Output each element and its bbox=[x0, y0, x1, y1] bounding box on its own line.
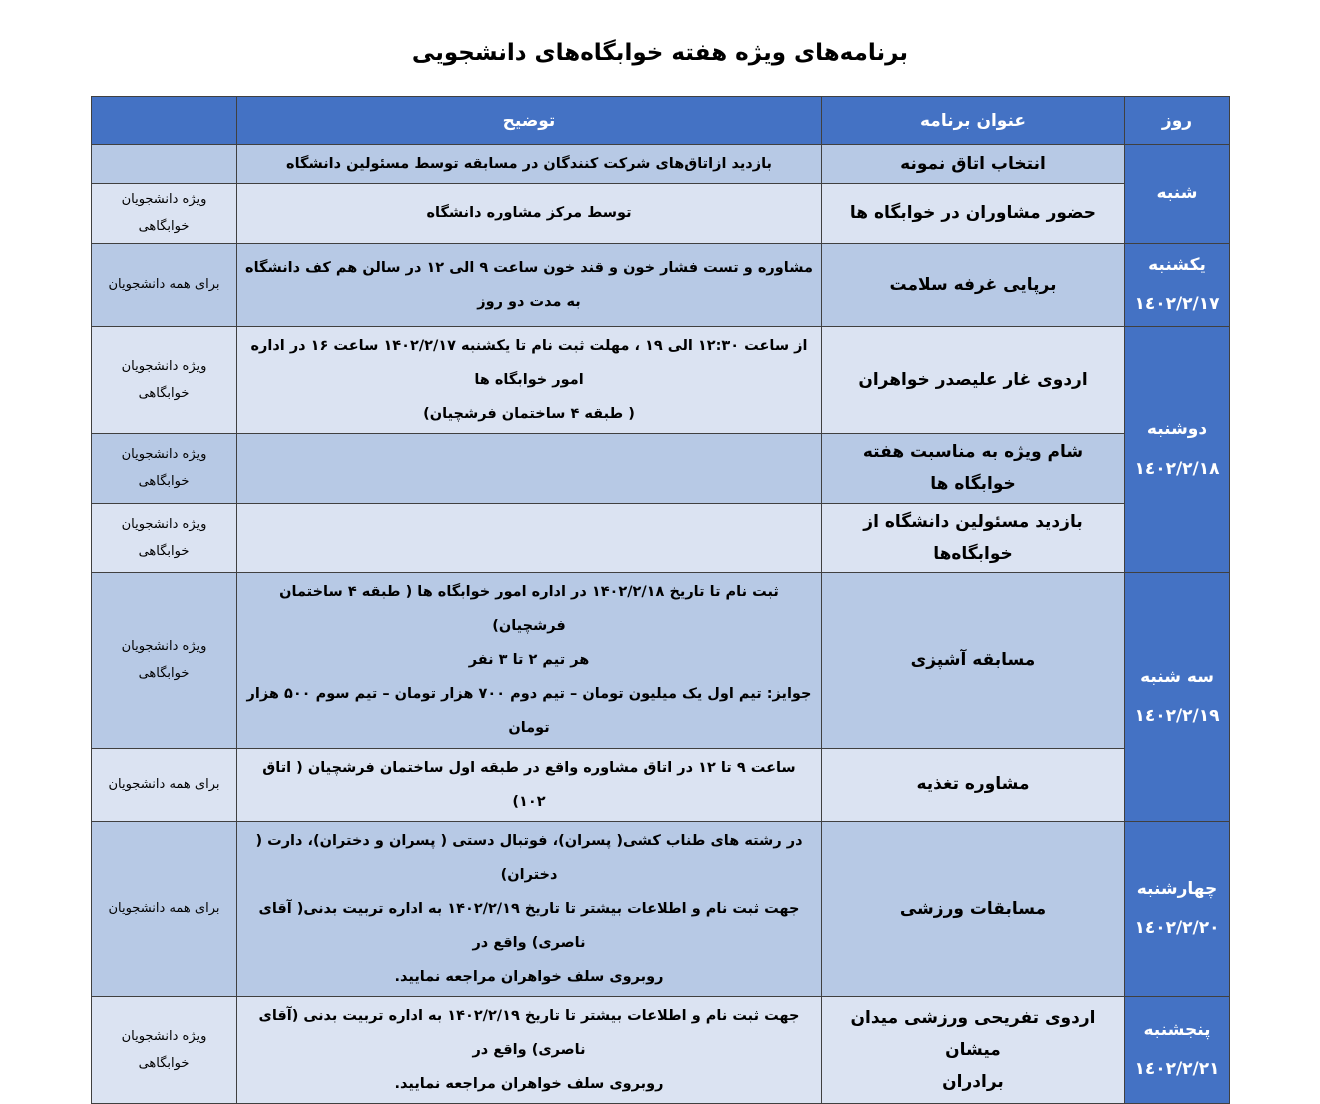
page-title: برنامه‌های ویژه هفته خوابگاه‌های دانشجویی bbox=[411, 40, 909, 66]
description-line: جوایز: تیم اول یک میلیون تومان – تیم دوم ۷۰۰ هزار تومان – تیم سوم ۵۰۰ هزار تومان bbox=[246, 686, 812, 737]
audience-line: خوابگاهی bbox=[138, 385, 190, 401]
program-title: برپایی غرفه سلامت bbox=[889, 274, 1057, 295]
description-line: روبروی سلف خواهران مراجعه نمایید. bbox=[394, 1076, 664, 1093]
day-label: چهارشنبه bbox=[1136, 878, 1218, 899]
table-row bbox=[92, 573, 1230, 748]
day-cell-sunday bbox=[1125, 243, 1230, 326]
program-cell bbox=[822, 573, 1125, 748]
day-cell-wednesday bbox=[1125, 821, 1230, 996]
day-date: ١٤٠٢/٢/١٧ bbox=[1134, 293, 1220, 314]
table-row bbox=[92, 996, 1230, 1103]
program-title: مسابقه آشپزی bbox=[910, 650, 1036, 671]
program-cell bbox=[822, 821, 1125, 996]
audience-line: خوابگاهی bbox=[138, 543, 190, 559]
day-date: ١٤٠٢/٢/١٩ bbox=[1134, 705, 1220, 726]
table-row bbox=[92, 503, 1230, 573]
audience-line: خوابگاهی bbox=[138, 666, 190, 682]
day-label: یکشنبه bbox=[1148, 254, 1206, 275]
audience-line: ویژه دانشجویان bbox=[121, 192, 207, 208]
audience-line: خوابگاهی bbox=[138, 219, 190, 235]
audience-cell bbox=[92, 996, 237, 1103]
description-cell bbox=[237, 821, 822, 996]
audience-cell bbox=[92, 243, 237, 326]
program-cell bbox=[822, 184, 1125, 244]
description-cell bbox=[237, 573, 822, 748]
description-cell bbox=[237, 184, 822, 244]
description-cell bbox=[237, 748, 822, 821]
description-line: جهت ثبت نام و اطلاعات بیشتر تا تاریخ ۱۴۰۲/۲/۱۹ به اداره تربیت بدنی (آقای ناصری) واقع در bbox=[258, 1007, 800, 1059]
day-cell-tuesday bbox=[1125, 573, 1230, 821]
audience-cell bbox=[92, 184, 237, 244]
program-cell bbox=[822, 326, 1125, 433]
description-line: در رشته های طناب کشی( پسران)، فوتبال دستی ( پسران و دختران)، دارت ( دختران) bbox=[255, 832, 803, 883]
audience-line: ویژه دانشجویان bbox=[121, 447, 207, 463]
description-line: ثبت نام تا تاریخ ۱۴۰۲/۲/۱۸ در اداره امور خوابگاه ها ( طبقه ۴ ساختمان فرشچیان) bbox=[279, 584, 779, 635]
description-cell bbox=[237, 996, 822, 1103]
day-cell-monday bbox=[1125, 326, 1230, 572]
day-label: شنبه bbox=[1156, 183, 1198, 204]
description-line: هر تیم ۲ تا ۳ نفر bbox=[468, 652, 590, 669]
description-line: از ساعت ۱۲:۳۰ الی ۱۹ ، مهلت ثبت نام تا یکشنبه ۱۴۰۲/۲/۱۷ ساعت ۱۶ در اداره امور خوابگاه ها bbox=[250, 337, 808, 388]
audience-line: برای همه دانشجویان bbox=[108, 277, 220, 293]
audience-line: ویژه دانشجویان bbox=[121, 516, 207, 532]
day-cell-saturday bbox=[1125, 145, 1230, 244]
description-line: روبروی سلف خواهران مراجعه نمایید. bbox=[394, 968, 664, 985]
day-label: دوشنبه bbox=[1146, 419, 1208, 440]
day-label: سه شنبه bbox=[1140, 666, 1214, 687]
description-line: جهت ثبت نام و اطلاعات بیشتر تا تاریخ ۱۴۰۲/۲/۱۹ به اداره تربیت بدنی( آقای ناصری) واقع در bbox=[258, 900, 800, 951]
header-program: عنوان برنامه bbox=[822, 97, 1125, 145]
table-row bbox=[92, 434, 1230, 504]
program-cell bbox=[822, 748, 1125, 821]
table-row bbox=[92, 243, 1230, 326]
day-date: ١٤٠٢/٢/١٨ bbox=[1134, 458, 1220, 479]
description-cell bbox=[237, 503, 822, 573]
audience-cell bbox=[92, 503, 237, 573]
audience-line: خوابگاهی bbox=[138, 1056, 190, 1072]
program-cell bbox=[822, 503, 1125, 573]
description-cell bbox=[237, 145, 822, 184]
day-cell-thursday bbox=[1125, 996, 1230, 1103]
header-description: توضیح bbox=[237, 97, 822, 145]
header-day: روز bbox=[1125, 97, 1230, 145]
audience-line: ویژه دانشجویان bbox=[121, 1028, 207, 1044]
program-title: برادران bbox=[942, 1072, 1004, 1093]
audience-cell bbox=[92, 434, 237, 504]
audience-line: خوابگاهی bbox=[138, 474, 190, 490]
table-row bbox=[92, 184, 1230, 244]
program-cell bbox=[822, 243, 1125, 326]
description-line: بازدید ازاتاق‌های شرکت کنندگان در مسابقه توسط مسئولین دانشگاه bbox=[286, 156, 772, 172]
description-line: مشاوره و تست فشار خون و قند خون ساعت ۹ الی ۱۲ در سالن هم کف دانشگاه به مدت دو روز bbox=[245, 259, 813, 310]
header-row bbox=[92, 97, 1230, 145]
program-title: حضور مشاوران در خوابگاه ها bbox=[849, 203, 1097, 224]
audience-line: برای همه دانشجویان bbox=[108, 901, 220, 917]
day-date: ١٤٠٢/٢/٢١ bbox=[1134, 1059, 1220, 1080]
header-audience-empty bbox=[92, 97, 237, 145]
audience-line: ویژه دانشجویان bbox=[121, 639, 207, 655]
description-line: توسط مرکز مشاوره دانشگاه bbox=[426, 205, 632, 222]
audience-cell bbox=[92, 326, 237, 433]
schedule-table-container bbox=[92, 96, 1230, 1104]
description-cell bbox=[237, 434, 822, 504]
audience-line: برای همه دانشجویان bbox=[108, 776, 220, 792]
description-line: ساعت ۹ تا ۱۲ در اتاق مشاوره واقع در طبقه اول ساختمان فرشچیان ( اتاق ۱۰۲) bbox=[262, 759, 796, 810]
description-line: ( طبقه ۴ ساختمان فرشچیان) bbox=[423, 405, 635, 422]
audience-cell bbox=[92, 145, 237, 184]
description-cell bbox=[237, 326, 822, 433]
program-title: اردوی غار علیصدر خواهران bbox=[858, 369, 1088, 390]
table-row bbox=[92, 748, 1230, 821]
program-title: مسابقات ورزشی bbox=[899, 898, 1047, 919]
audience-cell bbox=[92, 748, 237, 821]
day-date: ١٤٠٢/٢/٢٠ bbox=[1134, 917, 1220, 938]
day-label: پنجشنبه bbox=[1143, 1019, 1211, 1040]
program-title: انتخاب اتاق نمونه bbox=[900, 153, 1046, 174]
schedule-table bbox=[91, 96, 1230, 1104]
program-cell bbox=[822, 434, 1125, 504]
program-cell bbox=[822, 996, 1125, 1103]
description-cell bbox=[237, 243, 822, 326]
program-title: اردوی تفریحی ورزشی میدان میشان bbox=[850, 1007, 1096, 1060]
table-row bbox=[92, 145, 1230, 184]
program-title: شام ویژه به مناسبت هفته خوابگاه ها bbox=[862, 442, 1084, 495]
table-row bbox=[92, 326, 1230, 433]
table-row bbox=[92, 821, 1230, 996]
audience-cell bbox=[92, 821, 237, 996]
audience-line: ویژه دانشجویان bbox=[121, 358, 207, 374]
program-cell bbox=[822, 145, 1125, 184]
program-title: مشاوره تغذیه bbox=[916, 774, 1030, 795]
program-title: بازدید مسئولین دانشگاه از خوابگاه‌ها bbox=[863, 511, 1083, 564]
audience-cell bbox=[92, 573, 237, 748]
